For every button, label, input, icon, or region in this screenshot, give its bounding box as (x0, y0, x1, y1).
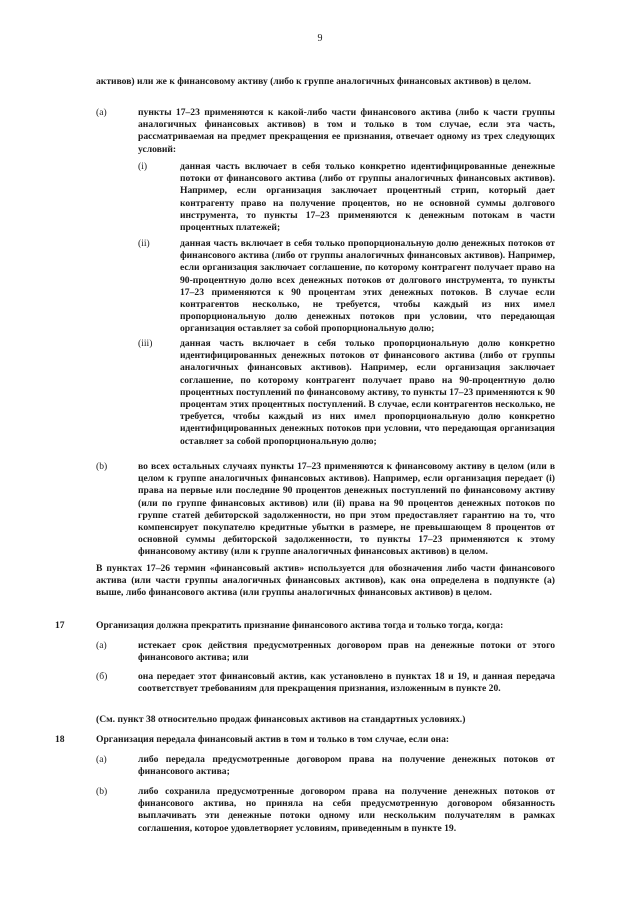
paragraph-17-number: 17 (55, 620, 65, 631)
p17-a-label: (a) (96, 640, 107, 651)
subitem-iii-text: данная часть включает в себя только пропорциональную долю конкретно идентифицированных денежных потоков от финансового актива (либо от группы аналогичных финансовых активов). Например, если организация заключает соглашение, по которому контрагент получает право на 90-процентную долю процентных поступлений по финансовому активу, то пункты 17–23 применяются к 90 процентам этих процентных поступлений. В случае, если контрагентов несколько, не требуется, чтобы каждый из них имел пропорциональную долю конкретно идентифицированных денежных потоков при условии, что передающая организация оставляет за собой пропорциональную долю; (180, 338, 555, 447)
paragraph-17-note: (См. пункт 38 относительно продаж финансовых активов на стандартных условиях.) (96, 714, 466, 725)
paragraph-17-text: Организация должна прекратить признание финансового актива тогда и только тогда, когда: (96, 620, 504, 631)
paragraph-18-text: Организация передала финансовый актив в том и только в том случае, если она: (96, 734, 450, 745)
terms-paragraph: В пунктах 17–26 термин «финансовый актив» используется для обозначения либо части финансового актива (или части группы аналогичных финансовых активов), как она определена в подпункте (a) выше, либо финансового актива (или группы аналогичных финансовых активов) в целом. (96, 563, 555, 599)
subitem-ii-label: (ii) (138, 238, 150, 249)
p18-a-label: (a) (96, 754, 107, 765)
subitem-iii-label: (iii) (138, 338, 153, 349)
item-b-text: во всех остальных случаях пункты 17–23 применяются к финансовому активу в целом (или в целом к группе аналогичных финансовых активов). Например, если организация передает (i) права на первые или последние 90 процентов денежных поступлений по финансовому активу (или по группе финансовых активов) или (ii) права на 90 процентов денежных потоков по группе статей дебиторской задолженности, но при этом предоставляет гарантию на то, что компенсирует покупателю кредитные убытки в размере, не превышающем 8 процентов от основной суммы дебиторской задолженности, то пункты 17–23 применяются к этому финансовому активу (или к группе аналогичных финансовых активов) в целом. (138, 461, 555, 558)
intro-paragraph: активов) или же к финансовому активу (либо к группе аналогичных финансовых активов) в целом. (96, 76, 532, 87)
subitem-i-label: (i) (138, 161, 148, 172)
page-number: 9 (317, 33, 323, 44)
paragraph-18-number: 18 (55, 734, 65, 745)
p17-b-text: она передает этот финансовый актив, как установлено в пунктах 18 и 19, и данная передача соответствует требованиям для прекращения признания, изложенным в пункте 20. (138, 671, 555, 695)
p18-a-text: либо передала предусмотренные договором права на получение денежных потоков от финансового актива; (138, 754, 555, 778)
p18-b-text: либо сохранила предусмотренные договором права на получение денежных потоков от финансового актива, но приняла на себя предусмотренную договором обязанность выплачивать эти денежные потоки одному или нескольким получателям в рамках соглашения, которое удовлетворяет условиям, приведенным в пункте 19. (138, 786, 555, 834)
subitem-ii-text: данная часть включает в себя только пропорциональную долю денежных потоков от финансового актива (либо от группы аналогичных финансовых активов). Например, если организация заключает соглашение, по которому контрагент получает право на 90-процентную долю всех денежных потоков от долгового инструмента, то пункты 17–23 применяются к 90 процентам этих денежных потоков. В случае если контрагентов несколько, не требуется, чтобы каждый из них имел пропорциональную долю денежных потоков при условии, что передающая организация оставляет за собой пропорциональную долю; (180, 238, 555, 335)
p17-b-label: (б) (96, 671, 108, 682)
item-a-text: пункты 17–23 применяются к какой-либо части финансового актива (либо к части группы аналогичных финансовых активов) в том и только в том случае, если эта часть, рассматриваемая на предмет прекращения ее признания, отвечает одному из трех следующих условий: (138, 107, 555, 155)
p18-b-label: (b) (96, 786, 108, 797)
item-b-label: (b) (96, 461, 108, 472)
p17-a-text: истекает срок действия предусмотренных договором прав на денежные потоки от этого финансового актива; или (138, 640, 555, 664)
item-a-label: (a) (96, 107, 107, 118)
subitem-i-text: данная часть включает в себя только конкретно идентифицированные денежные потоки от финансового актива (либо от группы аналогичных финансовых активов). Например, если организация заключает процентный стрип, который дает контрагенту право на получение процентов, но не основной суммы долгового инструмента, то пункты 17–23 применяются к денежным потокам в части процентных платежей; (180, 161, 555, 234)
